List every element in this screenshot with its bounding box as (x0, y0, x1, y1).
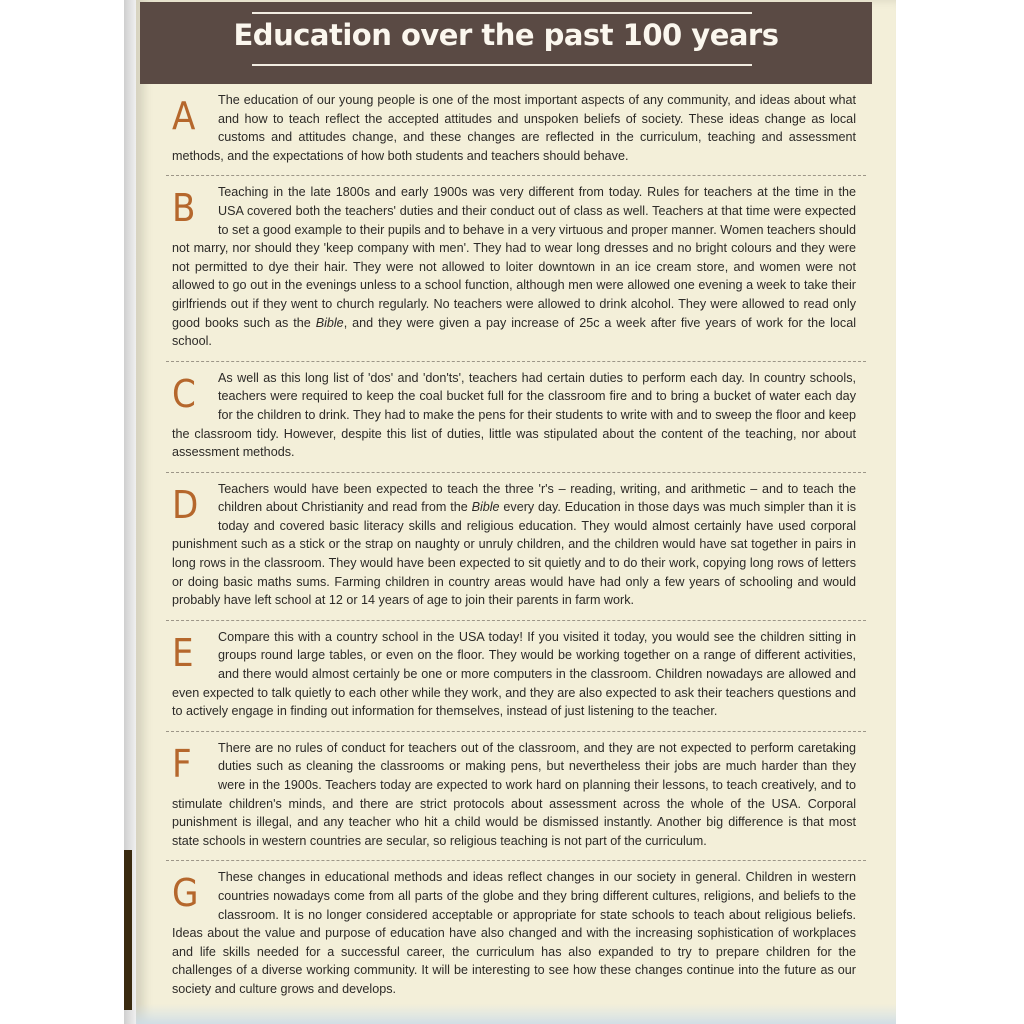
right-margin (896, 0, 1024, 1024)
section-text-part: , and they were given a pay increase of 25c a week after five years of work for the local school. (172, 315, 856, 349)
section-letter: G (172, 871, 199, 916)
section-letter: A (172, 94, 196, 138)
section-a (166, 84, 866, 176)
section-text-italic: Bible (471, 500, 500, 515)
page-bottom-edge (136, 1004, 896, 1024)
section-letter: F (172, 741, 192, 786)
title-banner (140, 2, 872, 84)
section-f (166, 732, 866, 862)
section-b (166, 176, 866, 361)
section-c (166, 362, 866, 473)
section-letter: D (172, 482, 199, 527)
book-left-margin (0, 0, 128, 1024)
section-text (172, 480, 856, 610)
section-d (166, 473, 866, 621)
section-text: Compare this with a country school in the USA today! If you visited it today, you would see the children sitting in groups round large tables, or even on the floor. They would be working together on a range of different activities, and there would almost certainly be one or more computers in the classroom. Children nowadays are allowed and even expected to talk quietly to each other while they work, and they are also expected to ask their teachers questions and to actively engage in finding out information for themselves, instead of just listening to the teacher. (172, 629, 856, 719)
section-letter: C (172, 371, 196, 416)
section-text: As well as this long list of 'dos' and 'don'ts', teachers had certain duties to perform each day. In country schools, teachers were required to keep the coal bucket full for the classroom fire and to bring a bucket of water each day for the children to drink. They had to make the pens for their students to write with and to sweep the floor and keep the classroom tidy. However, despite this list of duties, little was stipulated about the content of the teaching, nor about assessment methods. (172, 370, 856, 460)
title-rule-bottom (252, 64, 752, 66)
section-text: There are no rules of conduct for teachers out of the classroom, and they are not expected to perform caretaking duties such as cleaning the classrooms or making pens, but nevertheless their jobs are much harder than they were in the 1900s. Teachers today are expected to work hard on planning their lessons, to teach creatively, and to stimulate children's minds, and there are strict protocols about assessment across the whole of the USA. Corporal punishment is illegal, and any teacher who hit a child would be dismissed instantly. Another big difference is that most state schools in western countries are secular, so religious teaching is not part of the curriculum. (172, 740, 856, 848)
section-text: These changes in educational methods and ideas reflect changes in our society in general. Children in western countries nowadays come from all parts of the globe and they bring different cultures, religions, and beliefs to the classroom. It is no longer considered acceptable or appropriate for state schools to teach about religious beliefs. Ideas about the value and purpose of education have also changed and with the increasing sophistication of workplaces and life skills needed for a successful career, the curriculum has also expanded to try to prepare children for the challenges of a diverse working community. It will be interesting to see how these changes continue into the future as our society and culture grows and develops. (172, 870, 856, 996)
article-body (166, 84, 866, 1009)
section-letter: E (172, 630, 194, 675)
section-text-italic: Bible (315, 315, 344, 330)
section-e (166, 621, 866, 732)
section-g (166, 861, 866, 1008)
title-rule-top (252, 12, 752, 14)
section-text: The education of our young people is one of the most important aspects of any community, and ideas about what and how to teach reflect the accepted attitudes and unspoken beliefs of society. These ideas change as local customs and attitudes change, and these changes are reflected in the curriculum, teaching and assessment methods, and the expectations of how both students and teachers should behave. (172, 93, 856, 163)
page-title: Education over the past 100 years (233, 18, 779, 52)
section-text-part: every day. Education in those days was much simpler than it is today and covered basic literacy skills and religious education. They would almost certainly have used corporal punishment such as a stick or the strap on naughty or unruly children, and the children would have sat together in pairs in long rows in the classroom. They would have been expected to sit quietly and to do their work, copying long rows of letters or doing basic maths sums. Farming children in country areas would have had only a few years of schooling and would probably have left school at 12 or 14 years of age to join their parents in farm work. (172, 500, 856, 608)
section-text-part: Teachers would have been expected to teach the three 'r's – reading, writing, and arithmetic – and to teach the children about Christianity and read from the (218, 481, 856, 515)
section-text-part: Teaching in the late 1800s and early 1900s was very different from today. Rules for teachers at the time in the USA covered both the teachers' duties and their conduct out of class as well. Teachers at that time were expected to set a good example to their pupils and to behave in a very virtuous and proper manner. Women teachers should not marry, nor should they 'keep company with men'. They had to wear long dresses and no bright colours and they were not permitted to dye their hair. They were not allowed to loiter downtown in an ice cream store, and women were not allowed to go out in the evenings unless to a school function, although men were allowed one evening a week to take their girlfriends out if they went to church regularly. No teachers were allowed to drink alcohol. They were allowed to read only good books such as the (172, 185, 856, 330)
section-letter: B (172, 186, 196, 231)
book-cover-edge (124, 850, 132, 1010)
section-text (172, 183, 856, 350)
